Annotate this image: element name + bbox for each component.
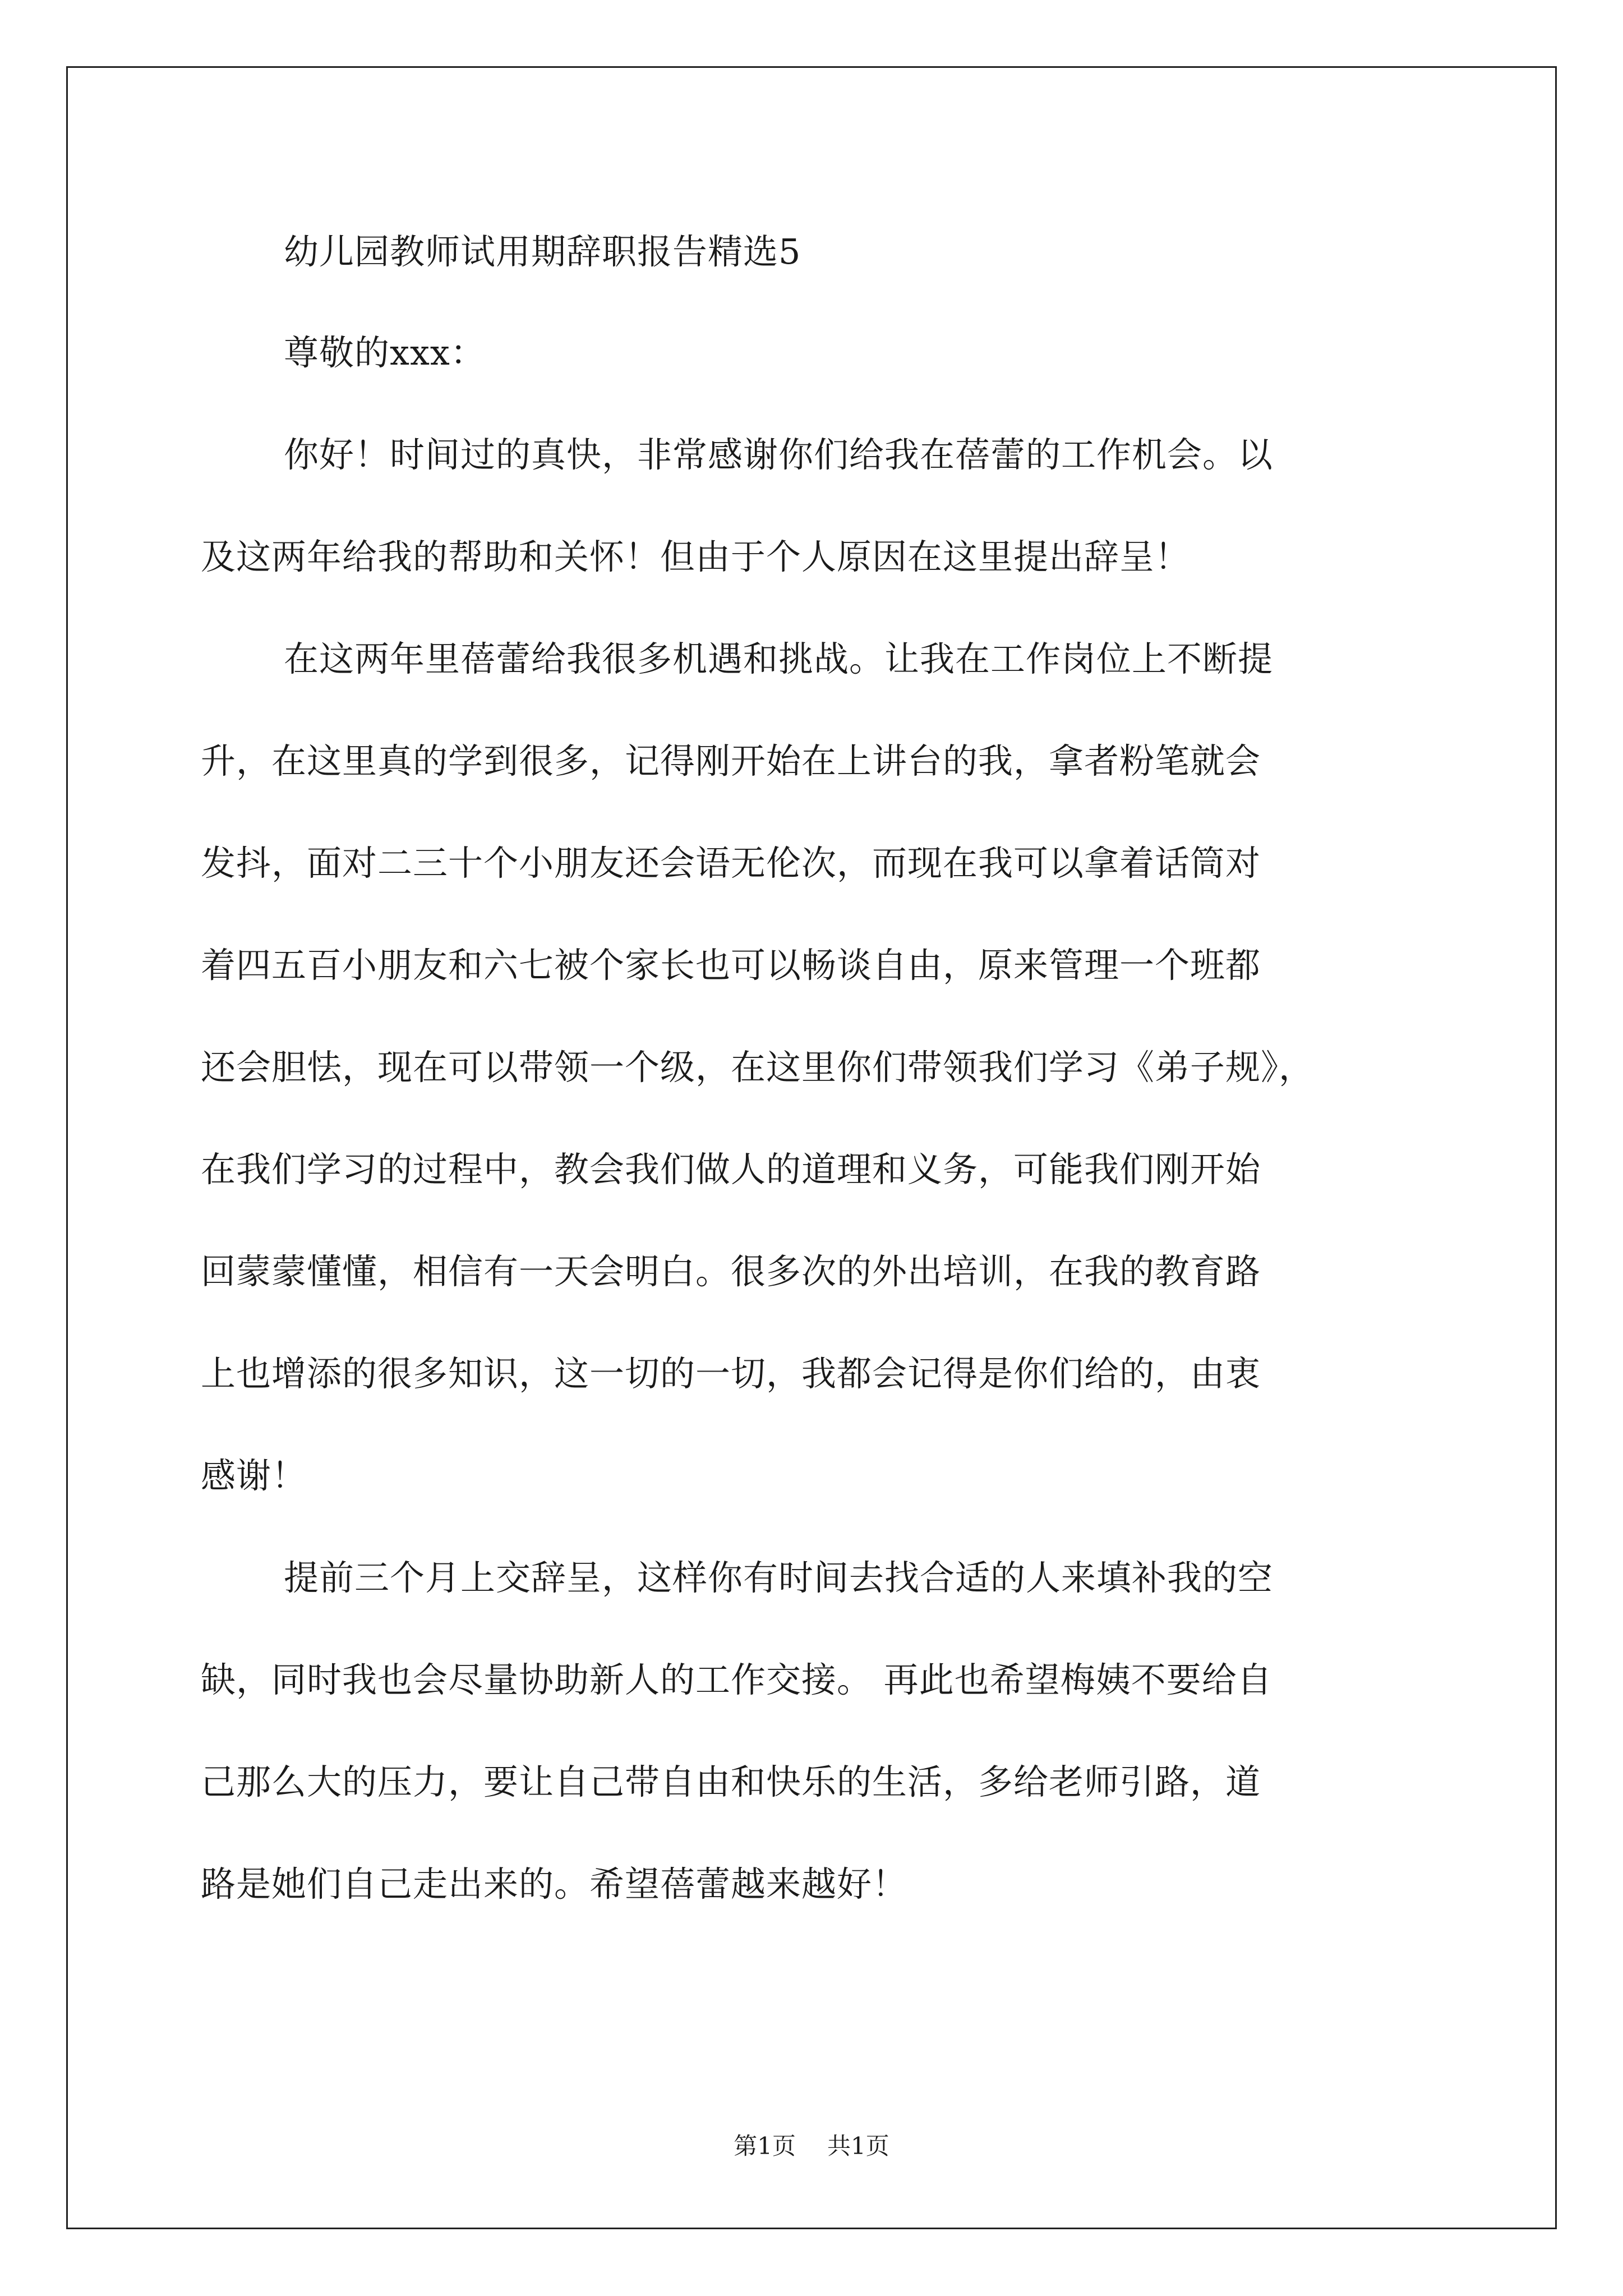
paragraph-2-line-4: 着四五百小朋友和六七被个家长也可以畅谈自由，原来管理一个班都: [201, 945, 1261, 986]
paragraph-1-line-1: 你好！时间过的真快，非常感谢你们给我在蓓蕾的工作机会。以: [284, 434, 1274, 475]
paragraph-2-line-8: 上也增添的很多知识，这一切的一切，我都会记得是你们给的，由衷: [201, 1353, 1261, 1394]
paragraph-1-line-2: 及这两年给我的帮助和关怀！但由于个人原因在这里提出辞呈！: [201, 536, 1191, 577]
paragraph-3-line-3: 己那么大的压力，要让自己带自由和快乐的生活，多给老师引路，道: [201, 1761, 1261, 1802]
paragraph-2-line-2: 升，在这里真的学到很多，记得刚开始在上讲台的我，拿者粉笔就会: [201, 740, 1261, 781]
paragraph-2-line-7: 回蒙蒙懂懂，相信有一天会明白。很多次的外出培训，在我的教育路: [201, 1251, 1261, 1292]
document-title: 幼儿园教师试用期辞职报告精选5: [284, 231, 801, 272]
paragraph-3-line-1: 提前三个月上交辞呈，这样你有时间去找合适的人来填补我的空: [284, 1557, 1274, 1598]
paragraph-2-line-1: 在这两年里蓓蕾给我很多机遇和挑战。让我在工作岗位上不断提: [284, 638, 1274, 679]
paragraph-2-line-3: 发抖，面对二三十个小朋友还会语无伦次，而现在我可以拿着话筒对: [201, 843, 1261, 884]
paragraph-2-line-6: 在我们学习的过程中，教会我们做人的道理和义务，可能我们刚开始: [201, 1149, 1261, 1190]
paragraph-2-line-9: 感谢！: [201, 1455, 307, 1496]
paragraph-3-line-2: 缺，同时我也会尽量协助新人的工作交接。 再此也希望梅姨不要给自: [201, 1659, 1272, 1700]
paragraph-2-line-5: 还会胆怯，现在可以带领一个级，在这里你们带领我们学习《弟子规》，: [201, 1047, 1315, 1088]
page-border: [66, 66, 1557, 2229]
page-total: 共1页: [827, 2132, 889, 2160]
page-number: 第1页: [734, 2132, 796, 2160]
paragraph-3-line-4: 路是她们自己走出来的。希望蓓蕾越来越好！: [201, 1864, 908, 1904]
salutation: 尊敬的xxx：: [284, 332, 486, 373]
page-footer: [0, 2134, 1623, 2158]
